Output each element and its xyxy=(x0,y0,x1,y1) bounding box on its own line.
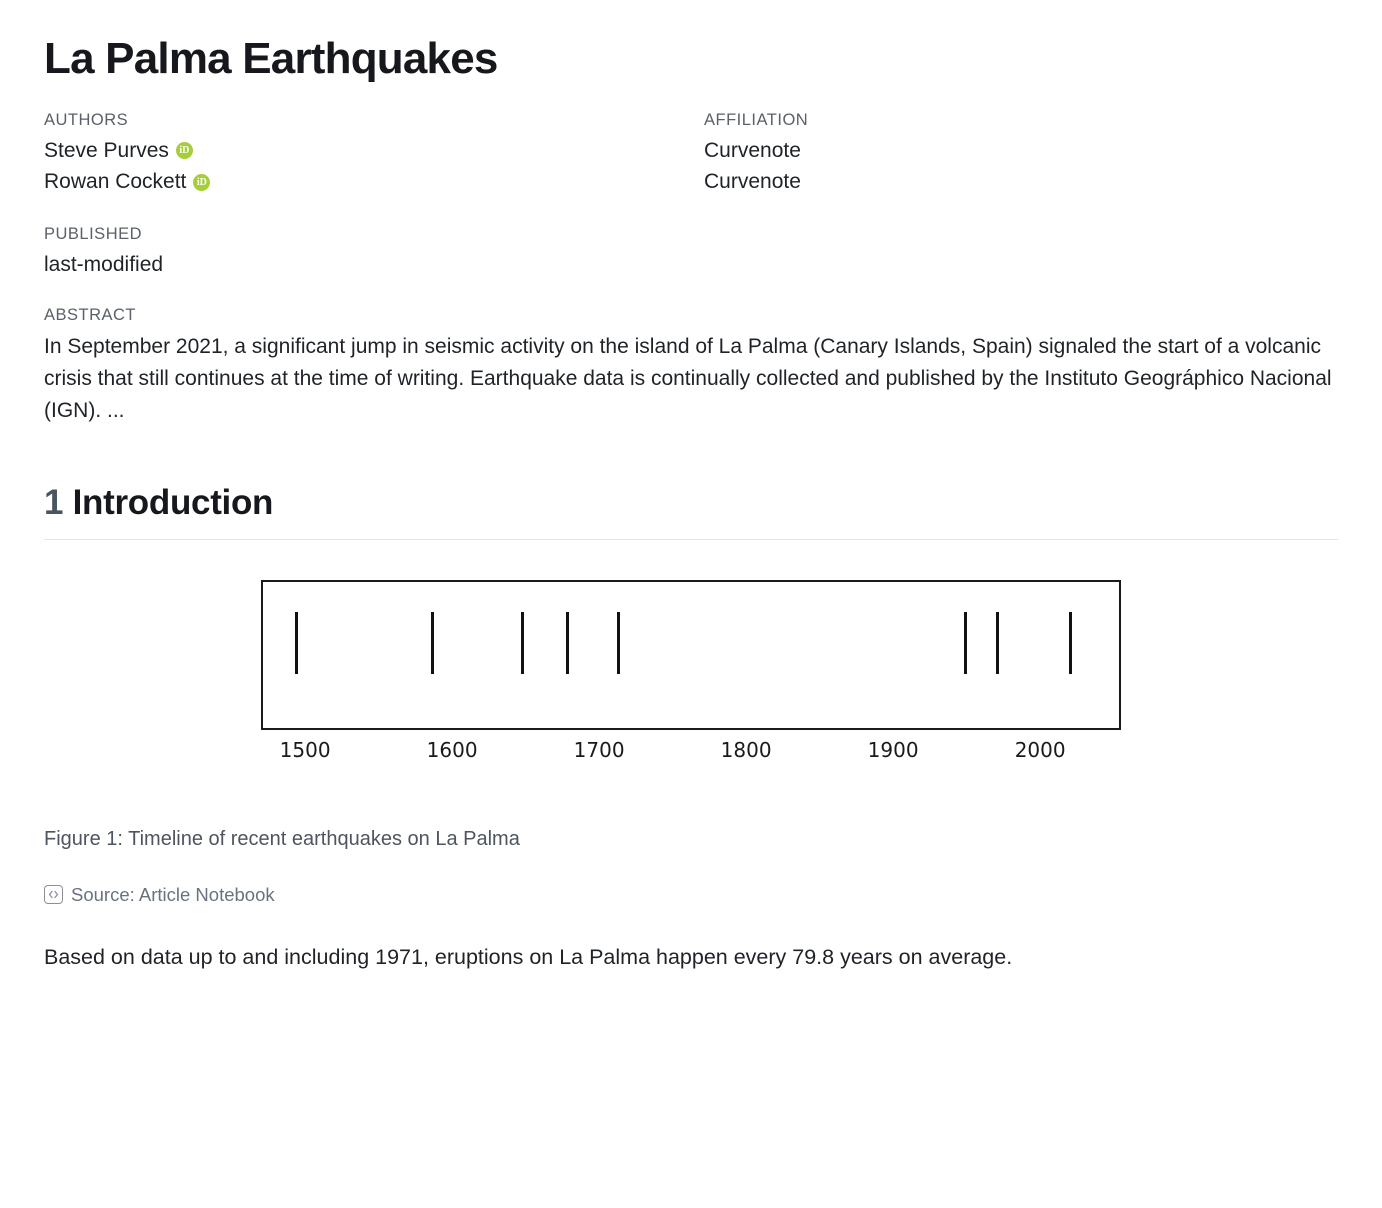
affiliation-block xyxy=(704,111,1338,200)
abstract-label: ABSTRACT xyxy=(44,306,137,325)
authors-block xyxy=(44,111,704,200)
event-mark xyxy=(1069,612,1072,674)
axis-tick-label: 1500 xyxy=(279,737,331,762)
axis-tick-label: 1900 xyxy=(867,737,919,762)
figure-source-label: Source: Article Notebook xyxy=(71,883,275,905)
notebook-code-icon xyxy=(44,885,63,904)
axis-tick-label: 1800 xyxy=(720,737,772,762)
affiliation-label: AFFILIATION xyxy=(704,110,809,129)
event-mark xyxy=(566,612,569,674)
event-mark xyxy=(431,612,434,674)
abstract-text: In September 2021, a significant jump in seismic activity on the island of La Palma (Canary Islands, Spain) signaled the start of a volcanic crisis that still continues at the time of writing. Earthquake data is continually collected and published by the Instituto Geográphico Nacional (IGN). ... xyxy=(44,335,1332,422)
orcid-icon[interactable] xyxy=(176,142,193,159)
page-title: La Palma Earthquakes xyxy=(44,34,498,83)
published-value: last-modified xyxy=(44,253,164,277)
figure-source[interactable] xyxy=(44,884,1338,906)
event-mark xyxy=(521,612,524,674)
author-row xyxy=(44,167,704,197)
orcid-icon[interactable] xyxy=(193,174,210,191)
event-mark xyxy=(996,612,999,674)
figure-1 xyxy=(44,580,1338,772)
authors-label: AUTHORS xyxy=(44,110,129,129)
axis-tick-label: 1700 xyxy=(573,737,625,762)
figure-caption: Figure 1: Timeline of recent earthquakes on La Palma xyxy=(44,827,520,850)
event-mark xyxy=(964,612,967,674)
author-name: Rowan Cockett xyxy=(44,170,187,194)
timeline-axis xyxy=(261,738,1121,772)
author-row xyxy=(44,136,704,166)
timeline-plot xyxy=(261,580,1121,730)
published-block xyxy=(44,225,1338,280)
author-name: Steve Purves xyxy=(44,138,169,162)
intro-paragraph: Based on data up to and including 1971, eruptions on La Palma happen every 79.8 years on average. xyxy=(44,944,1013,969)
event-mark xyxy=(295,612,298,674)
event-mark xyxy=(617,612,620,674)
axis-tick-label: 2000 xyxy=(1014,737,1066,762)
published-label: PUBLISHED xyxy=(44,225,143,244)
axis-tick-label: 1600 xyxy=(426,737,478,762)
section-title: Introduction xyxy=(72,482,274,522)
affiliation-value: Curvenote xyxy=(704,138,801,162)
abstract-block xyxy=(44,306,1338,427)
section-number: 1 xyxy=(44,482,64,522)
affiliation-value: Curvenote xyxy=(704,170,801,194)
article-metadata xyxy=(44,111,1338,200)
section-heading xyxy=(44,483,1338,540)
